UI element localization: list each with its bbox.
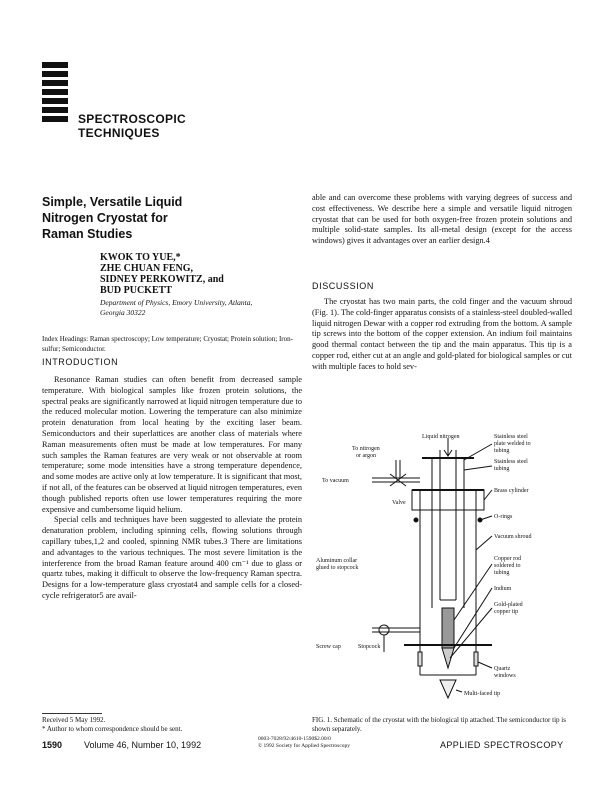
- label-to-nitrogen: To nitrogen: [352, 446, 380, 452]
- introduction-heading: INTRODUCTION: [42, 357, 119, 367]
- right-column-continuation: [312, 193, 572, 247]
- label-copper-rod-3: tubing: [494, 570, 510, 576]
- page-number: 1590: [42, 740, 63, 750]
- journal-logo-bars: [42, 62, 68, 125]
- label-quartz-windows: Quartz: [494, 666, 511, 672]
- volume-info: Volume 46, Number 10, 1992: [84, 740, 202, 750]
- label-gold-tip: Gold-plated: [494, 602, 523, 608]
- continued-paragraph: able and can overcome these problems with varying degrees of success and cost effectiveness. We describe here a simple and versatile liquid nitrogen cryostat that can be used for both oxygen-free frozen protein solutions and multiple solid-state samples. Its all-metal design (except for the access windows) gives it advantages over an earlier design.4: [312, 193, 572, 246]
- footnote-divider: [42, 713, 102, 714]
- label-gold-tip-2: copper tip: [494, 609, 519, 615]
- discussion-heading: DISCUSSION: [312, 281, 375, 291]
- label-quartz-windows-2: windows: [494, 673, 516, 679]
- label-stainless-plate-2: plate welded to: [494, 441, 531, 447]
- intro-paragraph-2: Special cells and techniques have been suggested to alleviate the protein denaturation problem, including spinning cells, flowing solutions through capillary tubes,1,2 and cooled, spinning NMR tubes.3 There are limitations and advantages to the various techniques. The most severe limitation is the interference from the broad Raman feature around 400 cm⁻¹ due to glass or quartz tubes, making it difficult to observe the low-frequency Raman spectra. Designs for a low-temperature glass cryostat4 and sample cells for a closed-cycle refrigerator5 are avail-: [42, 515, 302, 600]
- cryostat-schematic-figure: [312, 430, 582, 710]
- author-line: BUD PUCKETT: [100, 285, 172, 296]
- label-aluminum-collar-2: glued to stopcock: [316, 565, 359, 571]
- affiliation-line: Georgia 30322: [100, 308, 146, 317]
- figure-caption-text: Schematic of the cryostat with the biological tip attached. The semiconductor tip is shown separately.: [312, 716, 566, 733]
- article-title: [42, 194, 272, 242]
- title-line: Nitrogen Cryostat for: [42, 211, 168, 225]
- title-line: Simple, Versatile Liquid: [42, 195, 183, 209]
- index-headings: Index Headings: Raman spectroscopy; Low temperature; Cryostat; Protein solution; Iron-sulfur; Semiconductor.: [42, 335, 293, 353]
- footnotes: [42, 716, 302, 734]
- discussion-body: [312, 297, 572, 373]
- intro-paragraph-1: Resonance Raman studies can often benefit from decreased sample temperature. With biological samples like frozen protein solutions, the spectral peaks are significantly narrowed at liquid nitrogen temperature due to the reduced molecular motion. Lowering the temperature can also minimize protein denaturation from local heating by the exciting laser beam. Semiconductors and their superlattices are another class of materials where Raman measurements often must be made at low temperatures. For many such samples the Raman features are very weak or not observable at room temperature; some mode intensities have a strong temperature dependence, and some modes are active only at low temperature. It is significant that most, if not all, of the features can be observed at liquid nitrogen temperatures, even though published reports often use lower temperatures requiring the more expensive and cumbersome liquid helium.: [42, 375, 302, 514]
- section-label: [78, 112, 186, 140]
- label-valve: Valve: [392, 500, 406, 506]
- introduction-body: [42, 375, 302, 602]
- article-code: 0003-7028/92/4610-1590$2.00/0: [258, 736, 331, 742]
- author-line: ZHE CHUAN FENG,: [100, 263, 194, 274]
- label-liquid-nitrogen: Liquid nitrogen: [422, 434, 460, 440]
- label-stainless-tubing: Stainless steel: [494, 459, 528, 465]
- discussion-paragraph: The cryostat has two main parts, the cold finger and the vacuum shroud (Fig. 1). The cold-finger apparatus consists of a stainless-steel doubled-walled liquid nitrogen Dewar with a copper rod extruding from the bottom. A sample tip screws into the bottom of the copper extension. An indium foil maintains good thermal contact between the tip and the main apparatus. This tip is a copper rod, either cut at an angle and gold-plated for biological samples or cut with multiple faces to hold sev-: [312, 297, 572, 371]
- label-stainless-plate: Stainless steel: [494, 434, 528, 440]
- author-list: [100, 252, 300, 296]
- section-label-line1: SPECTROSCOPIC: [78, 112, 186, 126]
- author-line: SIDNEY PERKOWITZ, and: [100, 274, 224, 285]
- label-stainless-tubing-2: tubing: [494, 466, 510, 472]
- affiliation-line: Department of Physics, Emory University, Atlanta,: [100, 298, 253, 307]
- label-o-rings: O-rings: [494, 514, 513, 520]
- author-line: KWOK TO YUE,*: [100, 252, 181, 263]
- figure-caption-label: FIG. 1.: [312, 716, 333, 724]
- label-to-nitrogen-2: or argon: [356, 453, 377, 459]
- title-line: Raman Studies: [42, 227, 133, 241]
- label-copper-rod: Copper rod: [494, 556, 522, 562]
- label-stopcock: Stopcock: [358, 644, 381, 650]
- author-correspondence-note: * Author to whom correspondence should be sent.: [42, 725, 183, 733]
- copyright-block: [258, 736, 350, 750]
- label-aluminum-collar: Aluminum collar: [316, 558, 358, 564]
- author-affiliation: [100, 298, 300, 318]
- copyright-line: © 1992 Society for Applied Spectroscopy: [258, 743, 351, 749]
- label-vacuum-shroud: Vacuum shroud: [494, 534, 532, 540]
- label-stainless-plate-3: tubing: [494, 448, 510, 454]
- label-copper-rod-2: soldered to: [494, 563, 521, 569]
- figure-caption: [312, 716, 572, 734]
- label-brass-cylinder: Brass cylinder: [494, 488, 529, 494]
- label-to-vacuum: To vacuum: [322, 478, 349, 484]
- label-indium: Indium: [494, 586, 512, 592]
- received-note: Received 5 May 1992.: [42, 716, 106, 724]
- label-multi-faced-tip: Multi-faced tip: [464, 691, 501, 697]
- section-label-line2: TECHNIQUES: [78, 126, 160, 140]
- journal-name: APPLIED SPECTROSCOPY: [440, 740, 564, 750]
- label-screw-cap: Screw cap: [316, 644, 341, 650]
